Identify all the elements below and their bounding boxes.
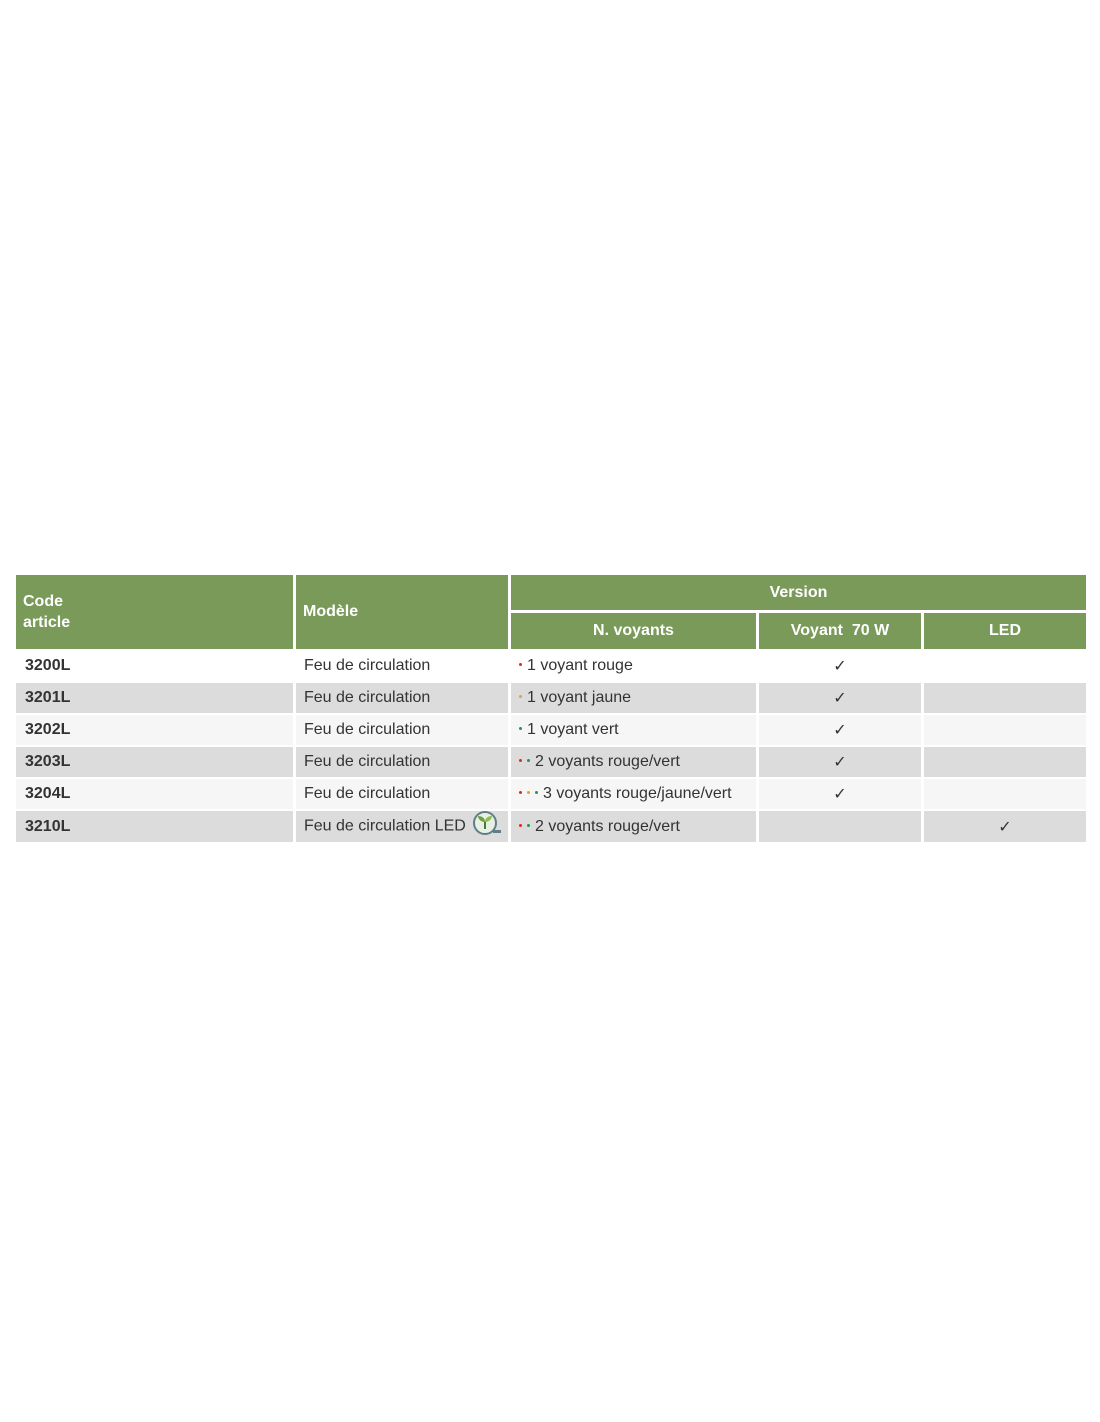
n-voyants-text: 1 voyant vert (527, 721, 619, 738)
light-dot-icon (535, 791, 538, 794)
light-dot-icon (519, 695, 522, 698)
light-dot-icon (519, 727, 522, 730)
table-row (16, 747, 1086, 779)
cell-n-voyants (511, 779, 759, 811)
eco-leaf-globe-icon (472, 810, 502, 841)
table-body (16, 651, 1086, 844)
header-led: LED (924, 613, 1086, 651)
n-voyants-text: 2 voyants rouge/vert (535, 817, 680, 835)
cell-code-article: 3201L (16, 683, 296, 715)
cell-voyant-70w-check (759, 811, 924, 844)
n-voyants-text: 3 voyants rouge/jaune/vert (543, 785, 732, 802)
modele-text: Feu de circulation (304, 721, 431, 738)
header-version: Version (511, 575, 1086, 613)
cell-voyant-70w-check: ✓ (759, 747, 924, 779)
modele-text: Feu de circulation (304, 689, 431, 706)
product-table (16, 575, 1086, 844)
cell-voyant-70w-check: ✓ (759, 683, 924, 715)
cell-modele (296, 683, 511, 715)
table-row (16, 683, 1086, 715)
cell-led-check (924, 715, 1086, 747)
light-dot-icon (519, 663, 522, 666)
table-row (16, 779, 1086, 811)
cell-n-voyants (511, 715, 759, 747)
n-voyants-text: 1 voyant rouge (527, 657, 633, 674)
header-n-voyants: N. voyants (511, 613, 759, 651)
modele-text: Feu de circulation (304, 785, 431, 802)
modele-text: Feu de circulation (304, 753, 431, 770)
cell-modele (296, 651, 511, 683)
cell-modele (296, 779, 511, 811)
cell-voyant-70w-check: ✓ (759, 651, 924, 683)
table-row (16, 811, 1086, 844)
header-voyant-70w: Voyant 70 W (759, 613, 924, 651)
cell-n-voyants (511, 651, 759, 683)
n-voyants-text: 1 voyant jaune (527, 689, 632, 706)
n-voyants-text: 2 voyants rouge/vert (535, 753, 680, 770)
cell-voyant-70w-check: ✓ (759, 715, 924, 747)
header-modele: Modèle (296, 575, 511, 651)
cell-modele (296, 747, 511, 779)
cell-led-check (924, 779, 1086, 811)
cell-code-article: 3210L (16, 811, 296, 844)
modele-text: Feu de circulation LED (304, 817, 466, 835)
cell-led-check (924, 683, 1086, 715)
cell-n-voyants (511, 747, 759, 779)
header-code-article: Code article (16, 575, 296, 651)
light-dot-icon (519, 824, 522, 827)
light-dot-icon (519, 791, 522, 794)
light-dot-icon (527, 791, 530, 794)
table-row (16, 715, 1086, 747)
cell-led-check (924, 747, 1086, 779)
cell-code-article: 3202L (16, 715, 296, 747)
cell-n-voyants (511, 683, 759, 715)
cell-code-article: 3200L (16, 651, 296, 683)
cell-modele (296, 811, 511, 844)
cell-n-voyants (511, 811, 759, 844)
light-dot-icon (519, 759, 522, 762)
cell-led-check (924, 651, 1086, 683)
cell-code-article: 3203L (16, 747, 296, 779)
cell-modele (296, 715, 511, 747)
light-dot-icon (527, 824, 530, 827)
modele-text: Feu de circulation (304, 657, 431, 674)
cell-led-check: ✓ (924, 811, 1086, 844)
cell-code-article: 3204L (16, 779, 296, 811)
table-row (16, 651, 1086, 683)
cell-voyant-70w-check: ✓ (759, 779, 924, 811)
light-dot-icon (527, 759, 530, 762)
